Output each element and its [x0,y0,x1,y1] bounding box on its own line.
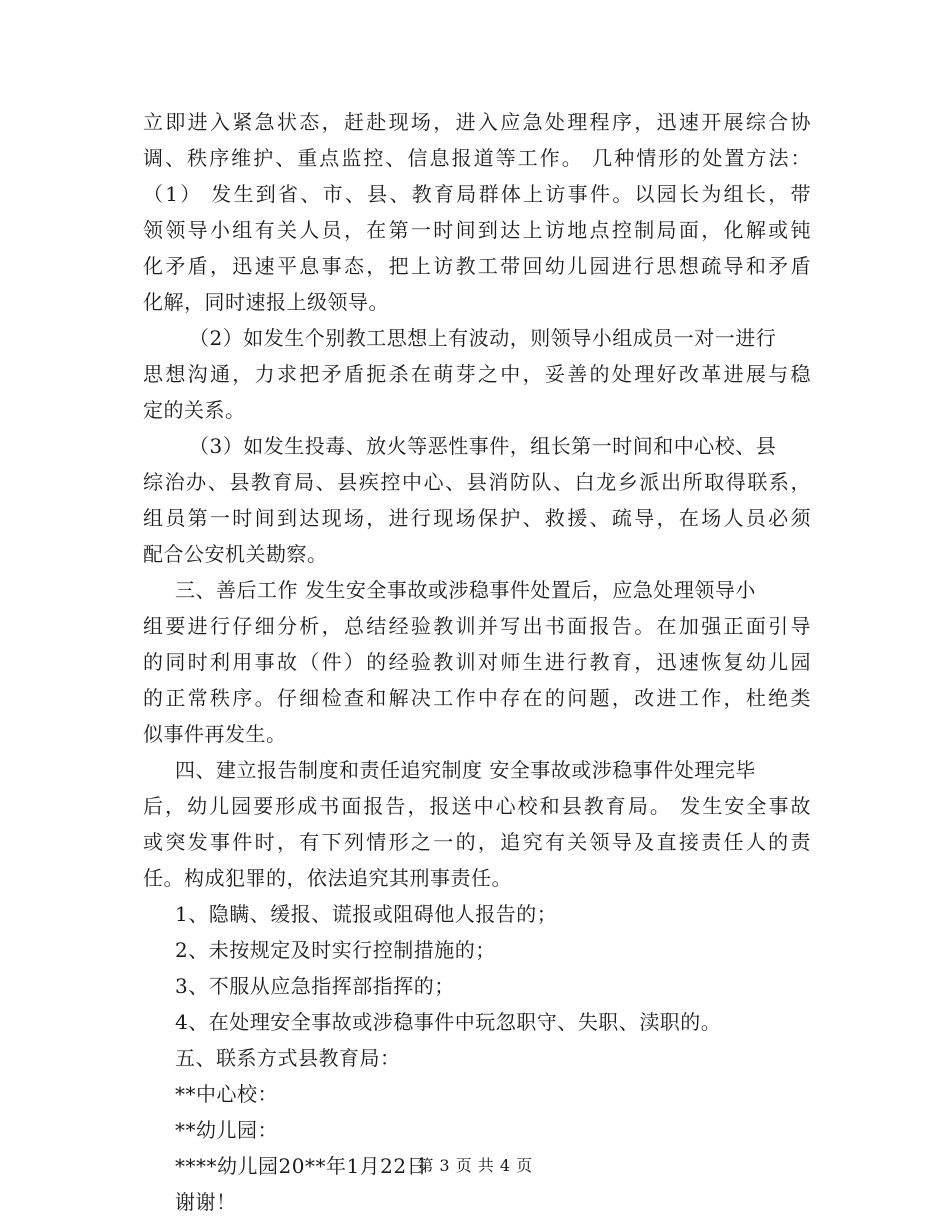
text-line: 领领导小组有关人员，在第一时间到达上访地点控制局面，化解或钝 [143,218,811,242]
list-item: 2、未按规定及时实行控制措施的； [175,938,496,962]
text-line: 定的关系。 [143,398,246,422]
text-line: 谢谢！ [175,1190,237,1214]
text-line: 化矛盾，迅速平息事态，把上访教工带回幼儿园进行思想疏导和矛盾 [143,254,811,278]
page-number-footer: 第 3 页 共 4 页 [417,1156,533,1175]
text-line: 后，幼儿园要形成书面报告，报送中心校和县教育局。 发生安全事故 [143,794,811,818]
text-line: 任。构成犯罪的，依法追究其刑事责任。 [143,866,512,890]
text-line: （3）如发生投毒、放火等恶性事件，组长第一时间和中心校、县 [189,434,777,458]
text-line: 思想沟通，力求把矛盾扼杀在萌芽之中，妥善的处理好改革进展与稳 [143,362,811,386]
document-body [143,104,811,1220]
list-item: 3、不服从应急指挥部指挥的； [175,974,455,998]
text-line: 似事件再发生。 [143,722,287,746]
text-line: 的同时利用事故（件）的经验教训对师生进行教育，迅速恢复幼儿园 [143,650,811,674]
text-line: ****幼儿园20**年1月22日 [175,1154,428,1178]
text-line: 的正常秩序。仔细检查和解决工作中存在的问题，改进工作，杜绝类 [143,686,811,710]
text-line: 五、联系方式县教育局： [175,1046,401,1070]
text-line: 或突发事件时，有下列情形之一的，追究有关领导及直接责任人的责 [143,830,811,854]
text-line: 调、秩序维护、重点监控、信息报道等工作。 几种情形的处置方法： [143,146,811,170]
text-line: 配合公安机关勘察。 [143,542,328,566]
text-line: 三、善后工作 发生安全事故或涉稳事件处置后，应急处理领导小 [175,578,756,602]
list-item: 4、在处理安全事故或涉稳事件中玩忽职守、失职、渎职的。 [175,1010,722,1034]
text-line: 综治办、县教育局、县疾控中心、县消防队、白龙乡派出所取得联系， [143,470,811,494]
list-item: 1、隐瞒、缓报、谎报或阻碍他人报告的； [175,902,558,926]
text-line: （1） 发生到省、市、县、教育局群体上访事件。以园长为组长，带 [143,182,811,206]
text-line: 立即进入紧急状态，赶赴现场，进入应急处理程序，迅速开展综合协 [143,110,811,134]
text-line: 四、建立报告制度和责任追究制度 安全事故或涉稳事件处理完毕 [175,758,756,782]
text-line: **中心校： [175,1082,278,1106]
text-line: 组要进行仔细分析，总结经验教训并写出书面报告。在加强正面引导 [143,614,811,638]
text-line: **幼儿园： [175,1118,278,1142]
text-line: 组员第一时间到达现场，进行现场保护、救援、疏导，在场人员必须 [143,506,811,530]
text-line: （2）如发生个别教工思想上有波动，则领导小组成员一对一进行 [189,326,777,350]
text-line: 化解，同时速报上级领导。 [143,290,389,314]
